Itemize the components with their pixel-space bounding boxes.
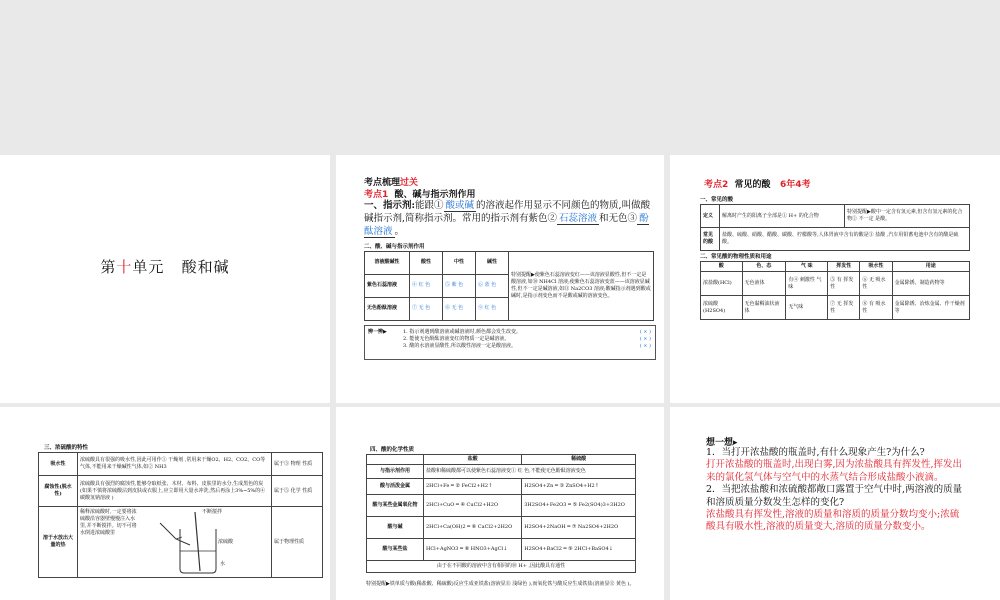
slide-acid-chemistry[interactable] [336, 407, 664, 600]
dilution-diagram [140, 509, 240, 575]
row-name: 溶于水放出大量的热 [39, 507, 78, 578]
sec-2: 二、常见酸的物理性质和用途 [700, 254, 772, 260]
cell: 盐酸和稀硫酸都可以使紫色石蕊溶液变① 红 色,不能使无色酚酞溶液变色 [424, 465, 636, 479]
cell: ⑧ 有 吸水性 [860, 296, 892, 320]
table-row [367, 561, 636, 573]
cell: 2HCl+CuO ═ ④ CuCl2+H2O [424, 495, 522, 517]
slide-common-acids[interactable] [670, 155, 1000, 403]
cell: 3H2SO4+Fe2O3 ═ ⑤ Fe2(SO4)3+3H2O [522, 495, 636, 517]
unit-suffix: 单元 [132, 258, 165, 276]
cell: 解离时产生的阳离子全部是① H+ 的化合物 [720, 205, 845, 228]
judge-item [403, 336, 651, 343]
label-rod: 不断搅拌 [202, 509, 223, 515]
p1-c: 和无色③ [599, 213, 638, 224]
blank-3: 酚酞溶液 [364, 213, 649, 237]
kp-frequency: 6年4考 [779, 180, 811, 190]
table-row [367, 465, 636, 479]
cell: ⑧ 无 色 [443, 297, 476, 320]
cell: ⑤ 有 挥发性 [828, 272, 860, 296]
th-4: 吸水性 [860, 262, 892, 272]
slide-think[interactable] [670, 407, 1000, 600]
cell: ⑥ 蓝 色 [476, 274, 509, 297]
row-name: 酸与某些盐 [367, 539, 424, 561]
table-row [701, 296, 970, 320]
cell: 无色液体 [742, 272, 786, 296]
judge-text: 3. 酸的水溶液显酸性,所以酸性溶液一定是酸溶液。 [403, 343, 516, 349]
tip-cell: 特别提醒▶使紫色石蕊溶液变红——该溶液显酸性,但不一定是酸溶液,如⑩ NH4Cl 溶液;使紫色石蕊溶液变蓝——该溶液显碱性,但不一定是碱溶液,如⑪ Na2CO3 溶液;酸碱指示剂遇到酸或碱时,是指示剂变色而不是酸或碱的溶液变色。 [509, 252, 654, 321]
th-0: 酸 [701, 262, 743, 272]
cell: ⑦ 无 色 [410, 297, 443, 320]
question-1: 1．当打开浓盐酸的瓶盖时,有什么现象产生?为什么? [706, 447, 925, 458]
judge-box [364, 325, 656, 360]
acid-property-table [700, 261, 970, 320]
judge-text: 2. 能使无色酚酞溶液变红的物质一定是碱溶液。 [403, 336, 510, 342]
table-row [367, 517, 636, 539]
cell: H2SO4+Zn ═ ③ ZnSO4+H2↑ [522, 479, 636, 495]
sec-heading: 四、酸的化学性质 [370, 447, 415, 453]
table-row [701, 205, 970, 228]
p1-a: 能跟① [415, 200, 444, 211]
label-acid: 浓硫酸 [218, 539, 234, 545]
prop-cell: 属于物理性质 [272, 507, 323, 578]
p1-lead: 一、指示剂: [364, 200, 416, 211]
judge-item [403, 343, 651, 350]
cell: ④ 红 色 [410, 274, 443, 297]
cell: ⑦ 无 挥发性 [828, 296, 860, 320]
indicator-paragraph [364, 199, 654, 238]
cell: H2SO4+2NaOH ═ ⑦ Na2SO4+2H2O [522, 517, 636, 539]
prop-cell: 属于⑤ 化学 性质 [272, 476, 323, 507]
cell: 有④ 刺激性 气味 [786, 272, 828, 296]
table-row [367, 495, 636, 517]
cell: 浓硫酸具有强烈的腐蚀性,能够夺取纸张、木材、布料、皮肤里的水分,生成黑色的炭(如果不慎将浓硫酸沾到皮肤或衣服上,应立即用大量水冲洗,然后再涂上3%~5%的④ 碳酸氢钠溶液 ) [78, 476, 272, 507]
p1-b: 的溶液起作用显示不同颜色的物质,叫做酸碱指示剂,简称指示剂。常用的指示剂有紫色② [364, 200, 651, 224]
row-name: 吸水性 [39, 453, 78, 476]
answer-1: 打开浓盐酸的瓶盖时,出现白雾,因为浓盐酸具有挥发性,挥发出来的氯化氢气体与空气中的水蒸气结合形成盐酸小液滴。 [706, 459, 963, 483]
sec-1: 一、常见的酸 [700, 197, 734, 203]
table-row [39, 507, 323, 578]
slide-indicators[interactable] [336, 155, 664, 403]
answer-2: 浓盐酸具有挥发性,溶液的质量和溶质的质量分数均变小;浓硫酸具有吸水性,溶液的质量变大,溶质的质量分数变小。 [706, 509, 960, 533]
row-name: 酸与某些金属氧化物 [367, 495, 424, 517]
cell: 无气味 [786, 296, 828, 320]
row-name: 无色酚酞溶液 [365, 297, 410, 320]
cell: 2HCl+Fe ═ ② FeCl2+H2↑ [424, 479, 522, 495]
table-row [367, 479, 636, 495]
arrow-icon: ▸ [733, 438, 738, 448]
unit-number: 十 [116, 258, 133, 276]
think-body [706, 447, 968, 534]
section-heading-b: 过关 [400, 178, 419, 188]
cell: ⑤ 紫 色 [443, 274, 476, 297]
cell: 无色黏稠油状液体 [742, 296, 786, 320]
cell: 浓硫酸(H2SO4) [701, 296, 743, 320]
row-name: 与指示剂作用 [367, 465, 424, 479]
acid-chem-table [366, 454, 636, 573]
table-caption: 二、酸、碱与指示剂作用 [364, 244, 425, 250]
th-0: 溶液酸碱性 [365, 252, 410, 275]
judge-item [403, 329, 651, 336]
kp-title: 酸、碱与指示剂作用 [394, 190, 476, 200]
judge-mark: ( × ) [639, 336, 651, 342]
tip-text: 特别提醒▶铁单质与酸(稀盐酸、稀硫酸)反应生成亚铁盐(溶液显⑪ 浅绿色 ),而氧化铁与酸反应生成铁盐(溶液显⑫ 黄色 )。 [366, 581, 635, 587]
sulfuric-table [38, 452, 323, 578]
think-title: 想一想 [706, 438, 734, 448]
table-row [39, 453, 323, 476]
cell: 盐酸、硫酸、硝酸、醋酸、碳酸、柠檬酸等,人体胃液中含有的酸是③ 盐酸 ,汽车用铅蓄电池中含有的酸是硫酸。 [720, 228, 970, 251]
kp-heading [704, 177, 811, 190]
judge-mark: ( × ) [639, 343, 651, 349]
row-name: 腐蚀性(脱水性) [39, 476, 78, 507]
acid-def-table [700, 204, 970, 251]
question-2: 2．当把浓盐酸和浓硫酸都敞口露置于空气中时,两溶液的质量和溶质质量分数发生怎样的变化? [706, 484, 963, 508]
cell: 金属除锈、制造药物等 [892, 272, 969, 296]
indicator-table [364, 251, 654, 321]
table-row [701, 272, 970, 296]
unit-title [0, 256, 330, 277]
row-name: 酸与活泼金属 [367, 479, 424, 495]
foot-cell: 由于在不同酸的溶液中含有相同的⑩ H+ ,因此酸具有通性 [367, 561, 636, 573]
th-1: 盐酸 [424, 455, 522, 465]
th-2: 稀硫酸 [522, 455, 636, 465]
row-name: 紫色石蕊溶液 [365, 274, 410, 297]
cell: 金属除锈、冶炼金属、作干燥剂等 [892, 296, 969, 320]
judge-text: 1. 指示剂遇到酸溶液或碱溶液时,颜色都会发生改变。 [403, 329, 521, 335]
row-name: 定义 [701, 205, 720, 228]
slide-sulfuric-acid[interactable] [0, 407, 330, 600]
unit-name: 酸和碱 [181, 258, 230, 276]
blank-2: 石蕊溶液 [559, 213, 598, 224]
row-name: 酸与碱 [367, 517, 424, 539]
tip-cell: 特别提醒▶酸中一定含有氢元素,但含有氢元素的化合物② 不一定 是酸。 [845, 205, 970, 228]
cell: 浓硫酸具有很强的吸水性,因此可用作① 干燥剂 ,常用来干燥O2、H2、CO2、CO等气体,不能用来干燥碱性气体,如② NH3 [78, 453, 272, 476]
unit-prefix: 第 [100, 258, 117, 276]
cell: HCl+AgNO3 ═ ⑧ HNO3+AgCl↓ [424, 539, 522, 561]
cell: 浓盐酸(HCl) [701, 272, 743, 296]
th-5: 用途 [892, 262, 969, 272]
th-1: 色、态 [742, 262, 786, 272]
judge-label: 辨一辨▶ [368, 329, 387, 335]
th-2: 中性 [443, 252, 476, 275]
table-row [701, 228, 970, 251]
th-1: 酸性 [410, 252, 443, 275]
prop-cell: 属于③ 物理 性质 [272, 453, 323, 476]
th-0 [367, 455, 424, 465]
judge-mark: ( × ) [639, 329, 651, 335]
p1-d: 。 [394, 226, 405, 237]
row-name: 常见的酸 [701, 228, 720, 251]
blank-1: 酸或碱 [445, 200, 475, 211]
table-row [367, 539, 636, 561]
kp-title: 常见的酸 [734, 180, 771, 190]
kp-label: 考点2 [704, 180, 729, 190]
cell: 稀释浓硫酸时,一定要将浓硫酸沿容器壁慢慢注入水里,并不断搅拌。切不可将水倒进浓硫酸里 [80, 509, 137, 536]
label-water: 水 [220, 561, 226, 567]
cell: ⑨ 红 色 [476, 297, 509, 320]
cell: 2HCl+Ca(OH)2 ═ ⑥ CaCl2+2H2O [424, 517, 522, 539]
table-row [39, 476, 323, 507]
cell: ⑥ 无 吸水性 [860, 272, 892, 296]
sec-heading: 三、浓硫酸的特性 [44, 445, 89, 451]
th-2: 气 味 [786, 262, 828, 272]
kp-label: 考点1 [364, 190, 389, 200]
th-3: 挥发性 [828, 262, 860, 272]
section-heading-a: 考点梳理 [364, 178, 401, 188]
th-3: 碱性 [476, 252, 509, 275]
cell: H2SO4+BaCl2 ═ ⑨ 2HCl+BaSO4↓ [522, 539, 636, 561]
slide-title[interactable] [0, 155, 330, 403]
